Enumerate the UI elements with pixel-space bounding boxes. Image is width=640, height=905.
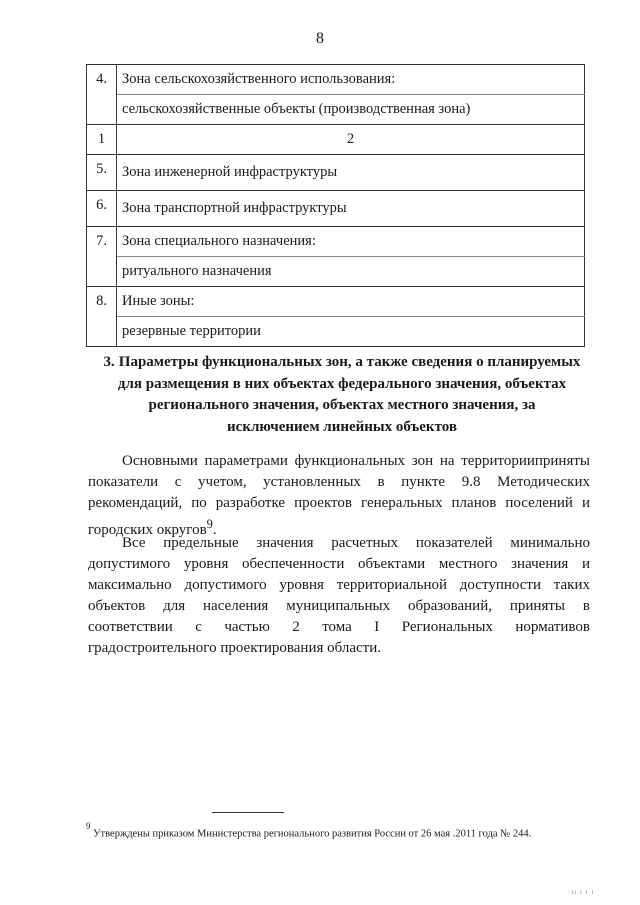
row-number: 8. <box>87 287 117 347</box>
column-number-2: 2 <box>117 125 585 155</box>
table-row <box>87 65 585 95</box>
zone-title: Зона инженерной инфраструктуры <box>117 155 585 191</box>
section-heading-line: для размещения в них объектах федерального значения, объектах <box>117 375 567 392</box>
zone-subtype: резервные территории <box>117 317 585 347</box>
scan-marks: ·ıı ı ı ı <box>568 888 595 896</box>
table-row <box>87 287 585 317</box>
zones-table <box>86 64 585 347</box>
zone-title: Зона сельскохозяйственного использования: <box>117 65 585 95</box>
table-row <box>87 191 585 227</box>
paragraph-limits: Все предельные значения расчетных показателей минимально допустимого уровня обеспеченности объектами местного значения и максимально допустимого уровня территориальной доступности таких объектов для населения муниципальных образований, приняты в соответствии с частью 2 тома I Региональных нормативов градостроительного проектирования области. <box>88 535 590 656</box>
section-heading-line: 3. Параметры функциональных зон, а также сведения о планируемых <box>103 354 581 370</box>
table-row <box>87 317 585 347</box>
zone-title: Зона специального назначения: <box>117 227 585 257</box>
section-heading-line: регионального значения, объектах местного значения, за <box>148 397 536 413</box>
row-number: 4. <box>87 65 117 125</box>
footnote <box>86 821 532 840</box>
zone-title: Иные зоны: <box>117 287 585 317</box>
table-row <box>87 95 585 125</box>
column-number-1: 1 <box>87 125 117 155</box>
row-number: 5. <box>87 155 117 191</box>
footnote-text: Утверждены приказом Министерства регионального развития России от 26 мая .2011 года № 244. <box>93 828 532 840</box>
table-row <box>87 227 585 257</box>
footnote-mark: 9 <box>86 821 91 831</box>
footnote-divider <box>212 812 284 813</box>
zone-subtype: сельскохозяйственные объекты (производственная зона) <box>117 95 585 125</box>
section-number: 3. <box>103 354 115 370</box>
table-row <box>87 257 585 287</box>
page-number: 8 <box>316 30 324 47</box>
paragraph-parameters: Основными параметрами функциональных зон на территорииприняты показатели с учетом, установленных в пункте 9.8 Методических рекомендаций, по разработке проектов генеральных планов поселений и городских округов$^9$. <box>88 453 590 538</box>
row-number: 6. <box>87 191 117 227</box>
zone-subtype: ритуального назначения <box>117 257 585 287</box>
section-heading <box>94 352 590 438</box>
section-heading-line: исключением линейных объектов <box>227 418 457 435</box>
footnote-reference: 9 <box>206 517 213 531</box>
row-number: 7. <box>87 227 117 287</box>
table-row <box>87 155 585 191</box>
table-header-row <box>87 125 585 155</box>
zone-title: Зона транспортной инфраструктуры <box>117 191 585 227</box>
